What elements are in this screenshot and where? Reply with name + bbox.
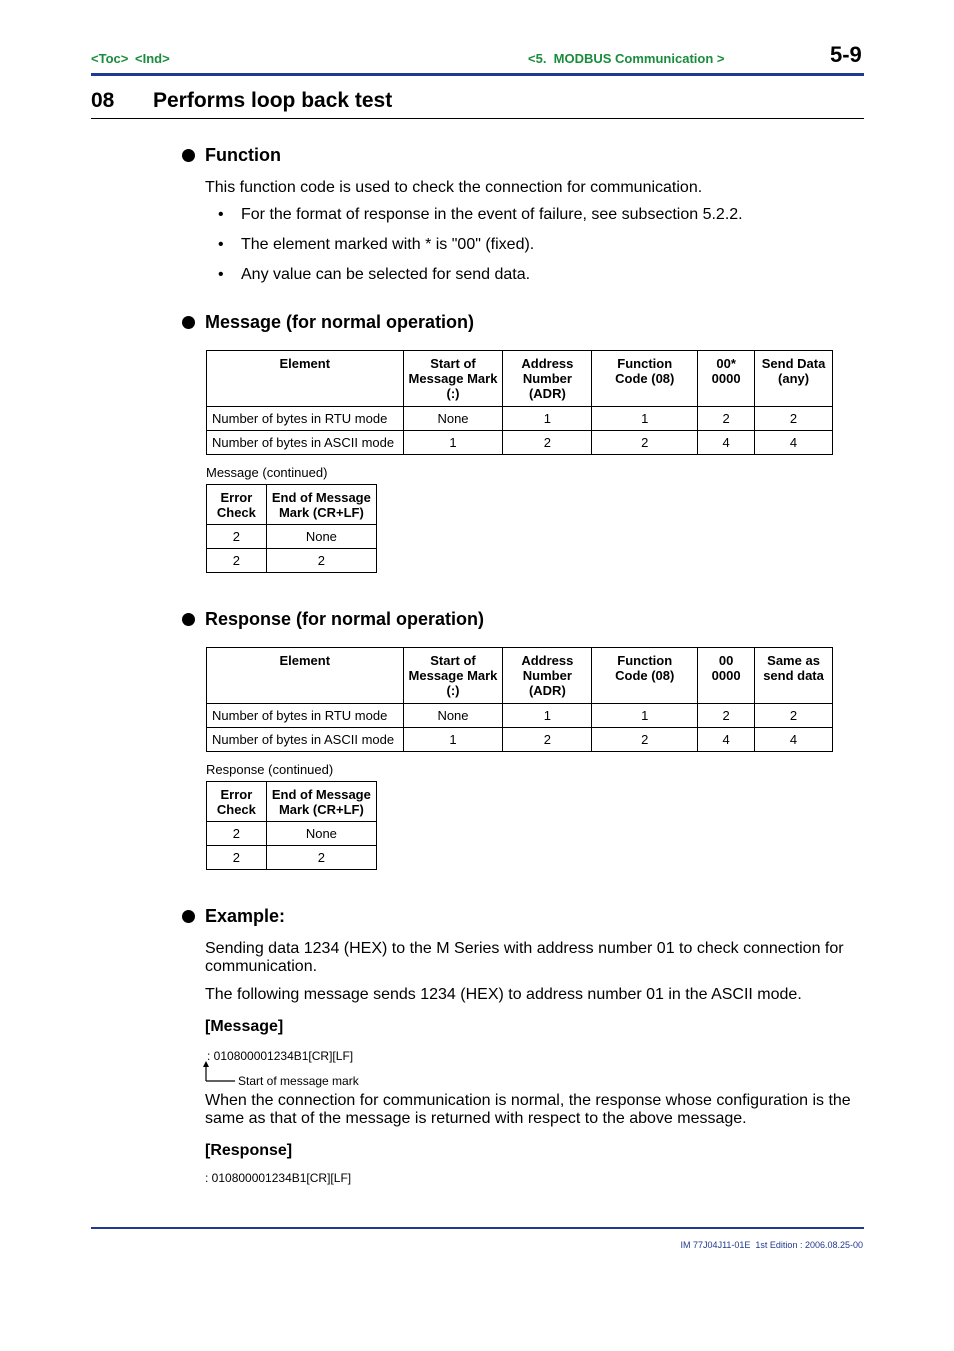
table-row: Number of bytes in RTU mode None 1 1 2 2 [207, 704, 833, 728]
function-intro: This function code is used to check the connection for communication. [205, 179, 703, 196]
table-row: Number of bytes in ASCII mode 1 2 2 4 4 [207, 728, 833, 752]
message-label: [Message] [205, 1018, 284, 1035]
response-label: [Response] [205, 1142, 293, 1159]
example-para-2: The following message sends 1234 (HEX) to address number 01 in the ASCII mode. [205, 986, 802, 1003]
bullet-icon: • [218, 206, 224, 223]
bullet-dot-icon [182, 613, 195, 626]
table-header: Element [207, 351, 404, 407]
table-header: Send Data (any) [755, 351, 833, 407]
toc-link[interactable]: <Toc> [91, 51, 129, 66]
function-heading-text: Function [205, 145, 281, 165]
example-heading-text: Example: [205, 906, 286, 926]
list-item: • The element marked with * is "00" (fixed). [218, 236, 535, 253]
bullet-icon: • [218, 266, 224, 283]
function-bullets [205, 206, 845, 296]
table-header: Address Number (ADR) [503, 648, 592, 704]
table-row: 2 2 [207, 846, 377, 870]
table-header: Function Code (08) [592, 648, 698, 704]
section-rule [91, 118, 864, 119]
table-header: Start of Message Mark (:) [403, 648, 503, 704]
message-table [206, 350, 833, 455]
table-row: Number of bytes in RTU mode None 1 1 2 2 [207, 407, 833, 431]
message-continued-table [206, 484, 377, 573]
table-header: Address Number (ADR) [503, 351, 592, 407]
table-header: Function Code (08) [592, 351, 698, 407]
list-item: • Any value can be selected for send data. [218, 266, 531, 283]
response-heading-text: Response (for normal operation) [205, 609, 485, 629]
message-heading-text: Message (for normal operation) [205, 312, 475, 332]
bullet-dot-icon [182, 316, 195, 329]
start-mark-label: Start of message mark [238, 1074, 359, 1088]
table-header: End of Message Mark (CR+LF) [266, 485, 376, 525]
bullet-dot-icon [182, 910, 195, 923]
chapter-link[interactable]: <5. MODBUS Communication > [528, 51, 725, 66]
table-header: 00* 0000 [698, 351, 755, 407]
response-code: : 010800001234B1[CR][LF] [205, 1171, 352, 1185]
footer-doc-info: IM 77J04J11-01E 1st Edition : 2006.08.25-00 [680, 1240, 863, 1250]
message-heading [182, 312, 474, 333]
response-table [206, 647, 833, 752]
response-continued-caption: Response (continued) [206, 762, 334, 777]
section-title: Performs loop back test [153, 89, 393, 112]
response-continued-table [206, 781, 377, 870]
function-heading [182, 145, 281, 166]
header-rule [91, 73, 864, 76]
example-para-3: When the connection for communication is normal, the response whose configuration is the same as that of the message is returned with respect to the above message. [205, 1092, 851, 1127]
index-link[interactable]: <Ind> [135, 51, 170, 66]
bullet-dot-icon [182, 149, 195, 162]
table-header: Element [207, 648, 404, 704]
footer-rule [91, 1227, 864, 1229]
start-mark-arrow-icon [203, 1061, 237, 1083]
table-header: Same as send data [755, 648, 833, 704]
page-number: 5-9 [830, 42, 862, 67]
table-row: 2 None [207, 525, 377, 549]
table-header: End of Message Mark (CR+LF) [266, 782, 376, 822]
message-code: : 010800001234B1[CR][LF] [207, 1049, 354, 1063]
section-number: 08 [91, 89, 115, 112]
table-row: 2 None [207, 822, 377, 846]
table-header: Error Check [207, 782, 267, 822]
table-header: Error Check [207, 485, 267, 525]
table-header: Start of Message Mark (:) [403, 351, 503, 407]
example-para-1: Sending data 1234 (HEX) to the M Series with address number 01 to check connection for communication. [205, 940, 844, 975]
response-heading [182, 609, 484, 630]
list-item: • For the format of response in the event of failure, see subsection 5.2.2. [218, 206, 743, 223]
bullet-icon: • [218, 236, 224, 253]
table-header: 00 0000 [698, 648, 755, 704]
table-row: 2 2 [207, 549, 377, 573]
message-continued-caption: Message (continued) [206, 465, 328, 480]
table-row: Number of bytes in ASCII mode 1 2 2 4 4 [207, 431, 833, 455]
example-heading [182, 906, 285, 927]
